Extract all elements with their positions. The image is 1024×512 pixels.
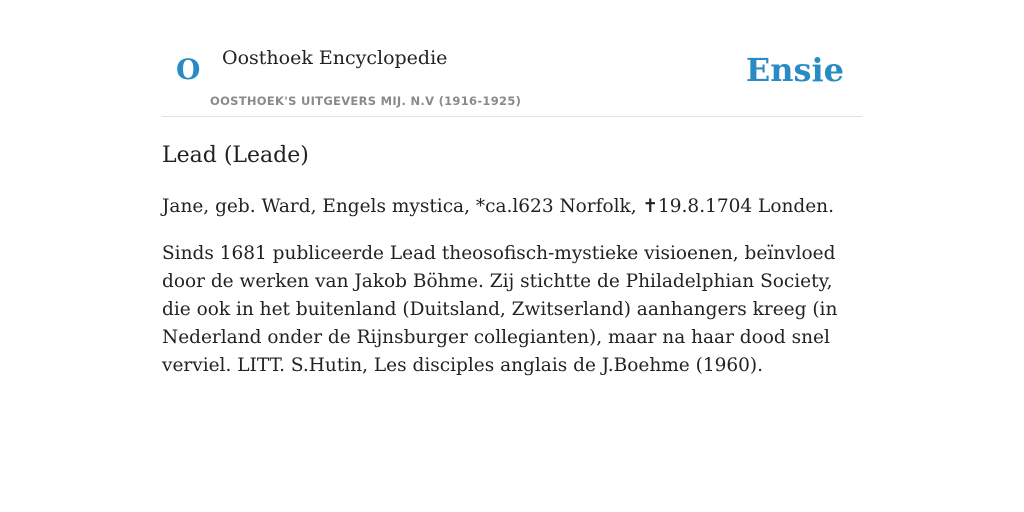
article-intro: Jane, geb. Ward, Engels mystica, *ca.l623 Norfolk, ✝19.8.1704 Londen. [162, 196, 834, 217]
article-title: Lead (Leade) [162, 143, 309, 168]
article [162, 141, 862, 380]
source-header [162, 0, 862, 117]
source-title-link[interactable]: Oosthoek Encyclopedie [222, 47, 448, 69]
source-publisher: OOSTHOEK'S UITGEVERS MIJ. N.V (1916-1925) [210, 94, 522, 108]
content-container [162, 0, 862, 380]
article-body: Sinds 1681 publiceerde Lead theosofisch-mystieke visioenen, beïnvloed door de werken van Jakob Böhme. Zij stichtte de Philadelphian Society, die ook in het buitenland (Duitsland, Zwitserland) aanhangers kreeg (in Nederland onder de Rijnsburger collegianten), maar na haar dood snel verviel. LITT. S.Hutin, Les disciples anglais de J.Boehme (1960). [162, 243, 838, 376]
source-logo[interactable]: O [176, 53, 201, 86]
ensie-brand-link[interactable]: Ensie [745, 51, 844, 89]
